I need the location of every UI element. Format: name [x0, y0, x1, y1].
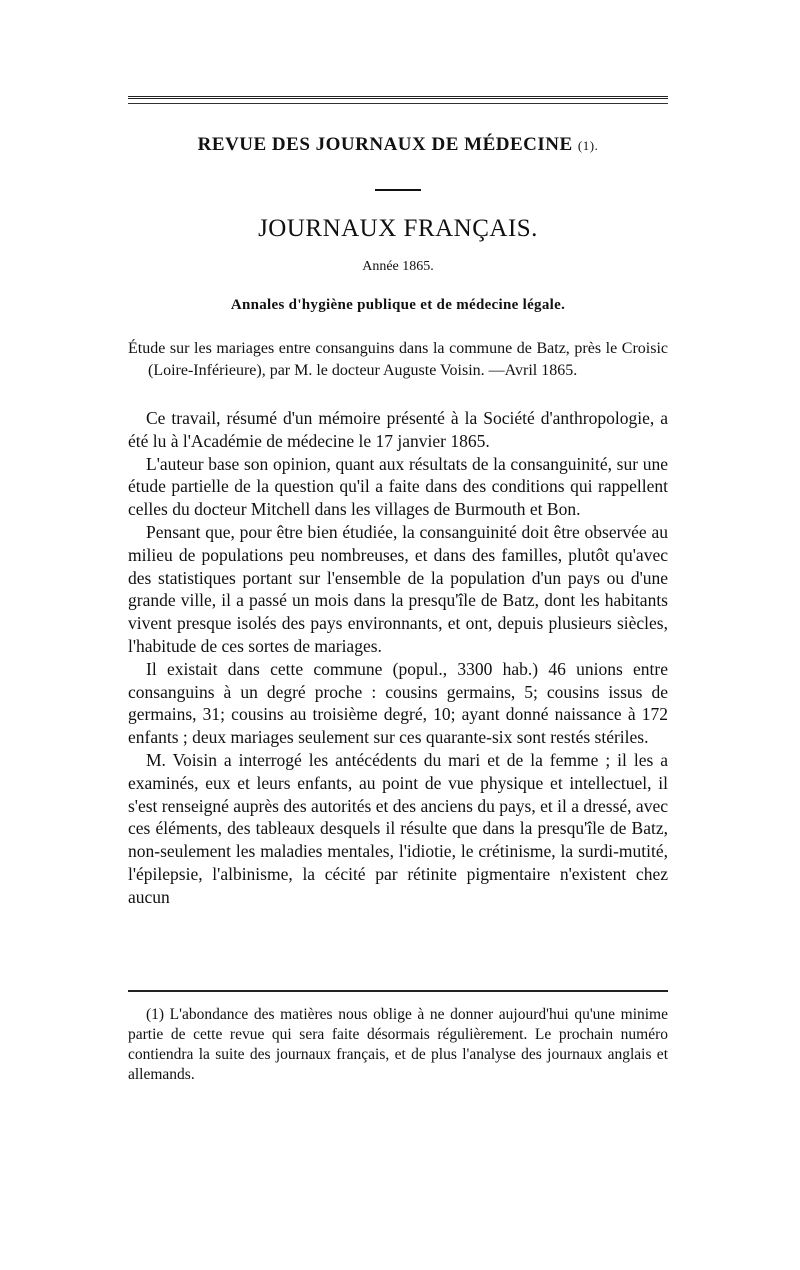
top-rule-thin [128, 103, 668, 104]
paragraph: L'auteur base son opinion, quant aux résultats de la consanguinité, sur une étude partielle de la question qu'il a faite dans des conditions qui rappellent celles du docteur Mitchell dans les villages de Burmouth et Bon. [128, 453, 668, 520]
short-rule-divider [375, 189, 421, 191]
section-title-text: REVUE DES JOURNAUX DE MÉDECINE [197, 134, 573, 155]
journal-name: Annales d'hygiène publique et de médecine légale. [230, 297, 566, 313]
article-heading: Étude sur les mariages entre consanguins dans la commune de Batz, près le Croisic (Loire-Inférieure), par M. le docteur Auguste Voisin. —Avril 1865. [128, 340, 668, 379]
paragraph: Ce travail, résumé d'un mémoire présenté à la Société d'anthropologie, a été lu à l'Académie de médecine le 17 janvier 1865. [128, 408, 668, 451]
paragraph: Pensant que, pour être bien étudiée, la consanguinité doit être observée au milieu de populations peu nombreuses, et dans des familles, plutôt qu'avec des statistiques portant sur l'ensemble de la population d'un pays ou d'une grande ville, il a passé un mois dans la presqu'île de Batz, dont les habitants vivent presque isolés des pays environnants, et ont, depuis plusieurs siècles, l'habitude de ces sortes de mariages. [128, 521, 668, 656]
year-label: Année 1865. [362, 259, 434, 274]
paragraph: Il existait dans cette commune (popul., 3300 hab.) 46 unions entre consanguins à un degré proche : cousins germains, 5; cousins issus de germains, 31; cousins au troisième degré, 10; ayant donné naissance à 172 enfants ; deux mariages seulement sur ces quarante-six sont restés stériles. [128, 658, 668, 748]
footnote-text: (1) L'abondance des matières nous oblige à ne donner aujourd'hui qu'une minime partie de cette revue qui sera faite désormais régulièrement. Le prochain numéro contiendra la suite des journaux français, et de plus l'analyse des journaux anglais et allemands. [128, 1006, 668, 1083]
top-rule [128, 96, 668, 99]
journal-heading: JOURNAUX FRANÇAIS. [258, 215, 538, 242]
footnote [128, 1005, 668, 1085]
paragraph: M. Voisin a interrogé les antécédents du mari et de la femme ; il les a examinés, eux et leurs enfants, au point de vue physique et intellectuel, il s'est renseigné auprès des autorités et des anciens du pays, et il a dressé, avec ces éléments, des tableaux desquels il résulte que dans la presqu'île de Batz, non-seulement les maladies mentales, l'idiotie, le crétinisme, la surdi-mutité, l'épilepsie, l'albinisme, la cécité par rétinite pigmentaire n'existent chez aucun [128, 749, 668, 907]
section-title-footnote-ref[interactable]: (1). [577, 138, 599, 153]
section-title [128, 134, 668, 156]
article-body [128, 407, 668, 909]
footnote-rule [128, 990, 668, 992]
